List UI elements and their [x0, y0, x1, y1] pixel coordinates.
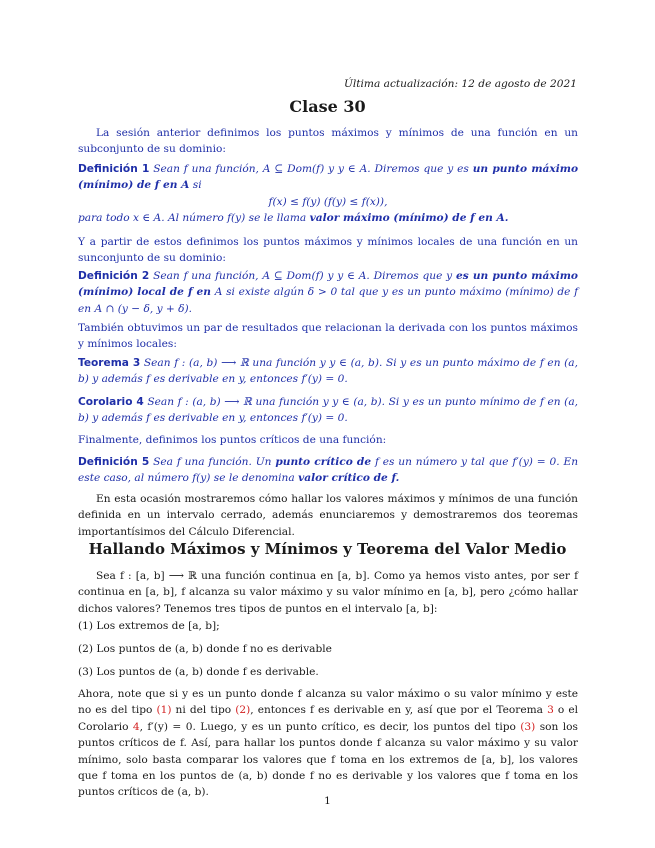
- def2-bold-a: es un punto máximo (mínimo) local de f en: [78, 270, 578, 299]
- list-text-2: Los puntos de (a, b) donde f no es derivable: [96, 643, 332, 655]
- paragraph-6: Sea f : [a, b] ⟶ ℝ una función continua en [a, b]. Como ya hemos visto antes, por ser f continua en [a, b], f alcanza su valor máximo y su valor mínimo en [a, b], pero ¿cómo hallar dichos valores? Tenemos tres tipos de puntos en el intervalo [a, b]:: [78, 570, 578, 615]
- list-num-2: (2): [78, 643, 94, 655]
- paragraph-7: [78, 686, 578, 801]
- page-title: Clase 30: [289, 97, 366, 116]
- def1-text-a: Sean f una función, A ⊆ Dom(f) y y ∈ A. Diremos que y es: [153, 163, 469, 175]
- list-text-1: Los extremos de [a, b];: [96, 620, 220, 632]
- definition-1: [78, 161, 578, 227]
- last-update: Última actualización: 12 de agosto de 2021: [343, 78, 577, 90]
- def1-formula: f(x) ≤ f(y) (f(y) ≤ f(x)),: [268, 195, 388, 208]
- list-item-2: [78, 641, 578, 657]
- cor4-text: Sean f : (a, b) ⟶ ℝ una función y y ∈ (a, b). Si y es un punto mínimo de f en (a, b) y además f es derivable en y, entonces f′(y) = 0.: [78, 396, 579, 425]
- def2-text-b: A si existe algún δ > 0 tal que y es un punto máximo (mínimo) de f en A ∩ (y − δ, y + δ).: [78, 286, 579, 315]
- paragraph-5: En esta ocasión mostraremos cómo hallar los valores máximos y mínimos de una función definida en un intervalo cerrado, además enunciaremos y demostraremos dos teoremas importantísimos del Cálculo Diferencial.: [78, 493, 578, 538]
- def1-text-c: para todo x ∈ A. Al número f(y) se le llama: [78, 212, 307, 225]
- page-number: 1: [324, 795, 331, 807]
- list-num-1: (1): [78, 620, 94, 632]
- list-text-3: Los puntos de (a, b) donde f es derivable.: [96, 666, 319, 678]
- theorem-3: [78, 355, 578, 388]
- definition-5: [78, 454, 578, 487]
- paragraph-4: Finalmente, definimos los puntos críticos de una función:: [78, 434, 387, 446]
- list-num-3: (3): [78, 666, 94, 678]
- def1-text-b: si: [192, 179, 202, 192]
- para7-t5: , f′(y) = 0. Luego, y es un punto crítico, es decir, los puntos del tipo: [139, 720, 516, 733]
- ref-type-1-link[interactable]: (1): [156, 704, 172, 717]
- list-item-3: [78, 664, 578, 680]
- ref-theorem-3-link[interactable]: 3: [547, 704, 554, 717]
- cor4-label: Corolario 4: [78, 396, 144, 408]
- definition-2: [78, 268, 578, 317]
- intro-paragraph: La sesión anterior definimos los puntos máximos y mínimos de una función en un subconjunto de su dominio:: [78, 127, 578, 156]
- para7-t1: Ahora, note que si y es un punto donde f alcanza su valor máximo o su valor mínimo y este no es del tipo: [78, 688, 578, 717]
- para7-t3: , entonces f es derivable en y, así que por el Teorema: [250, 704, 543, 717]
- def5-bold-a: punto crítico de: [275, 456, 372, 468]
- def5-bold-b: valor crítico de f.: [298, 472, 400, 485]
- teo3-text: Sean f : (a, b) ⟶ ℝ una función y y ∈ (a, b). Si y es un punto máximo de f en (a, b) y además f es derivable en y, entonces f′(y) = 0.: [78, 357, 578, 386]
- def2-text-a: Sean f una función, A ⊆ Dom(f) y y ∈ A. Diremos que y: [153, 270, 453, 282]
- def5-label: Definición 5: [78, 456, 150, 468]
- corollary-4: [78, 394, 578, 427]
- paragraph-2: Y a partir de estos definimos los puntos máximos y mínimos locales de una función en un sunconjunto de su dominio:: [78, 236, 578, 265]
- def1-label: Definición 1: [78, 163, 150, 175]
- def2-label: Definición 2: [78, 270, 150, 282]
- ref-type-3-link[interactable]: (3): [520, 720, 536, 733]
- section-title: Hallando Máximos y Mínimos y Teorema del Valor Medio: [88, 540, 567, 558]
- list-item-1: [78, 618, 578, 634]
- def1-bold-b: valor máximo (mínimo) de f en A.: [309, 212, 509, 225]
- para7-t4: o el Corolario: [78, 704, 578, 733]
- paragraph-3: También obtuvimos un par de resultados que relacionan la derivada con los puntos máximos y mínimos locales:: [78, 322, 578, 351]
- para7-t6: son los puntos críticos de f. Así, para hallar los puntos donde f alcanza su valor máximo y su valor mínimo, solo basta comparar los valores que f toma en los extremos de [a, b], los valores que f toma en los puntos de (a, b) donde f no es derivable y los valores que f toma en los puntos críticos de (a, b).: [78, 720, 578, 799]
- def1-bold-a: un punto máximo (mínimo) de f en A: [78, 163, 579, 192]
- def5-text-a: Sea f una función. Un: [153, 456, 272, 468]
- ref-type-2-link[interactable]: (2): [235, 704, 251, 717]
- teo3-label: Teorema 3: [78, 357, 141, 369]
- para7-t2: ni del tipo: [175, 704, 232, 717]
- def5-text-b: f es un número y tal que f′(y) = 0. En este caso, al número f(y) se le denomina: [78, 456, 579, 485]
- ref-corollary-4-link[interactable]: 4: [132, 720, 140, 733]
